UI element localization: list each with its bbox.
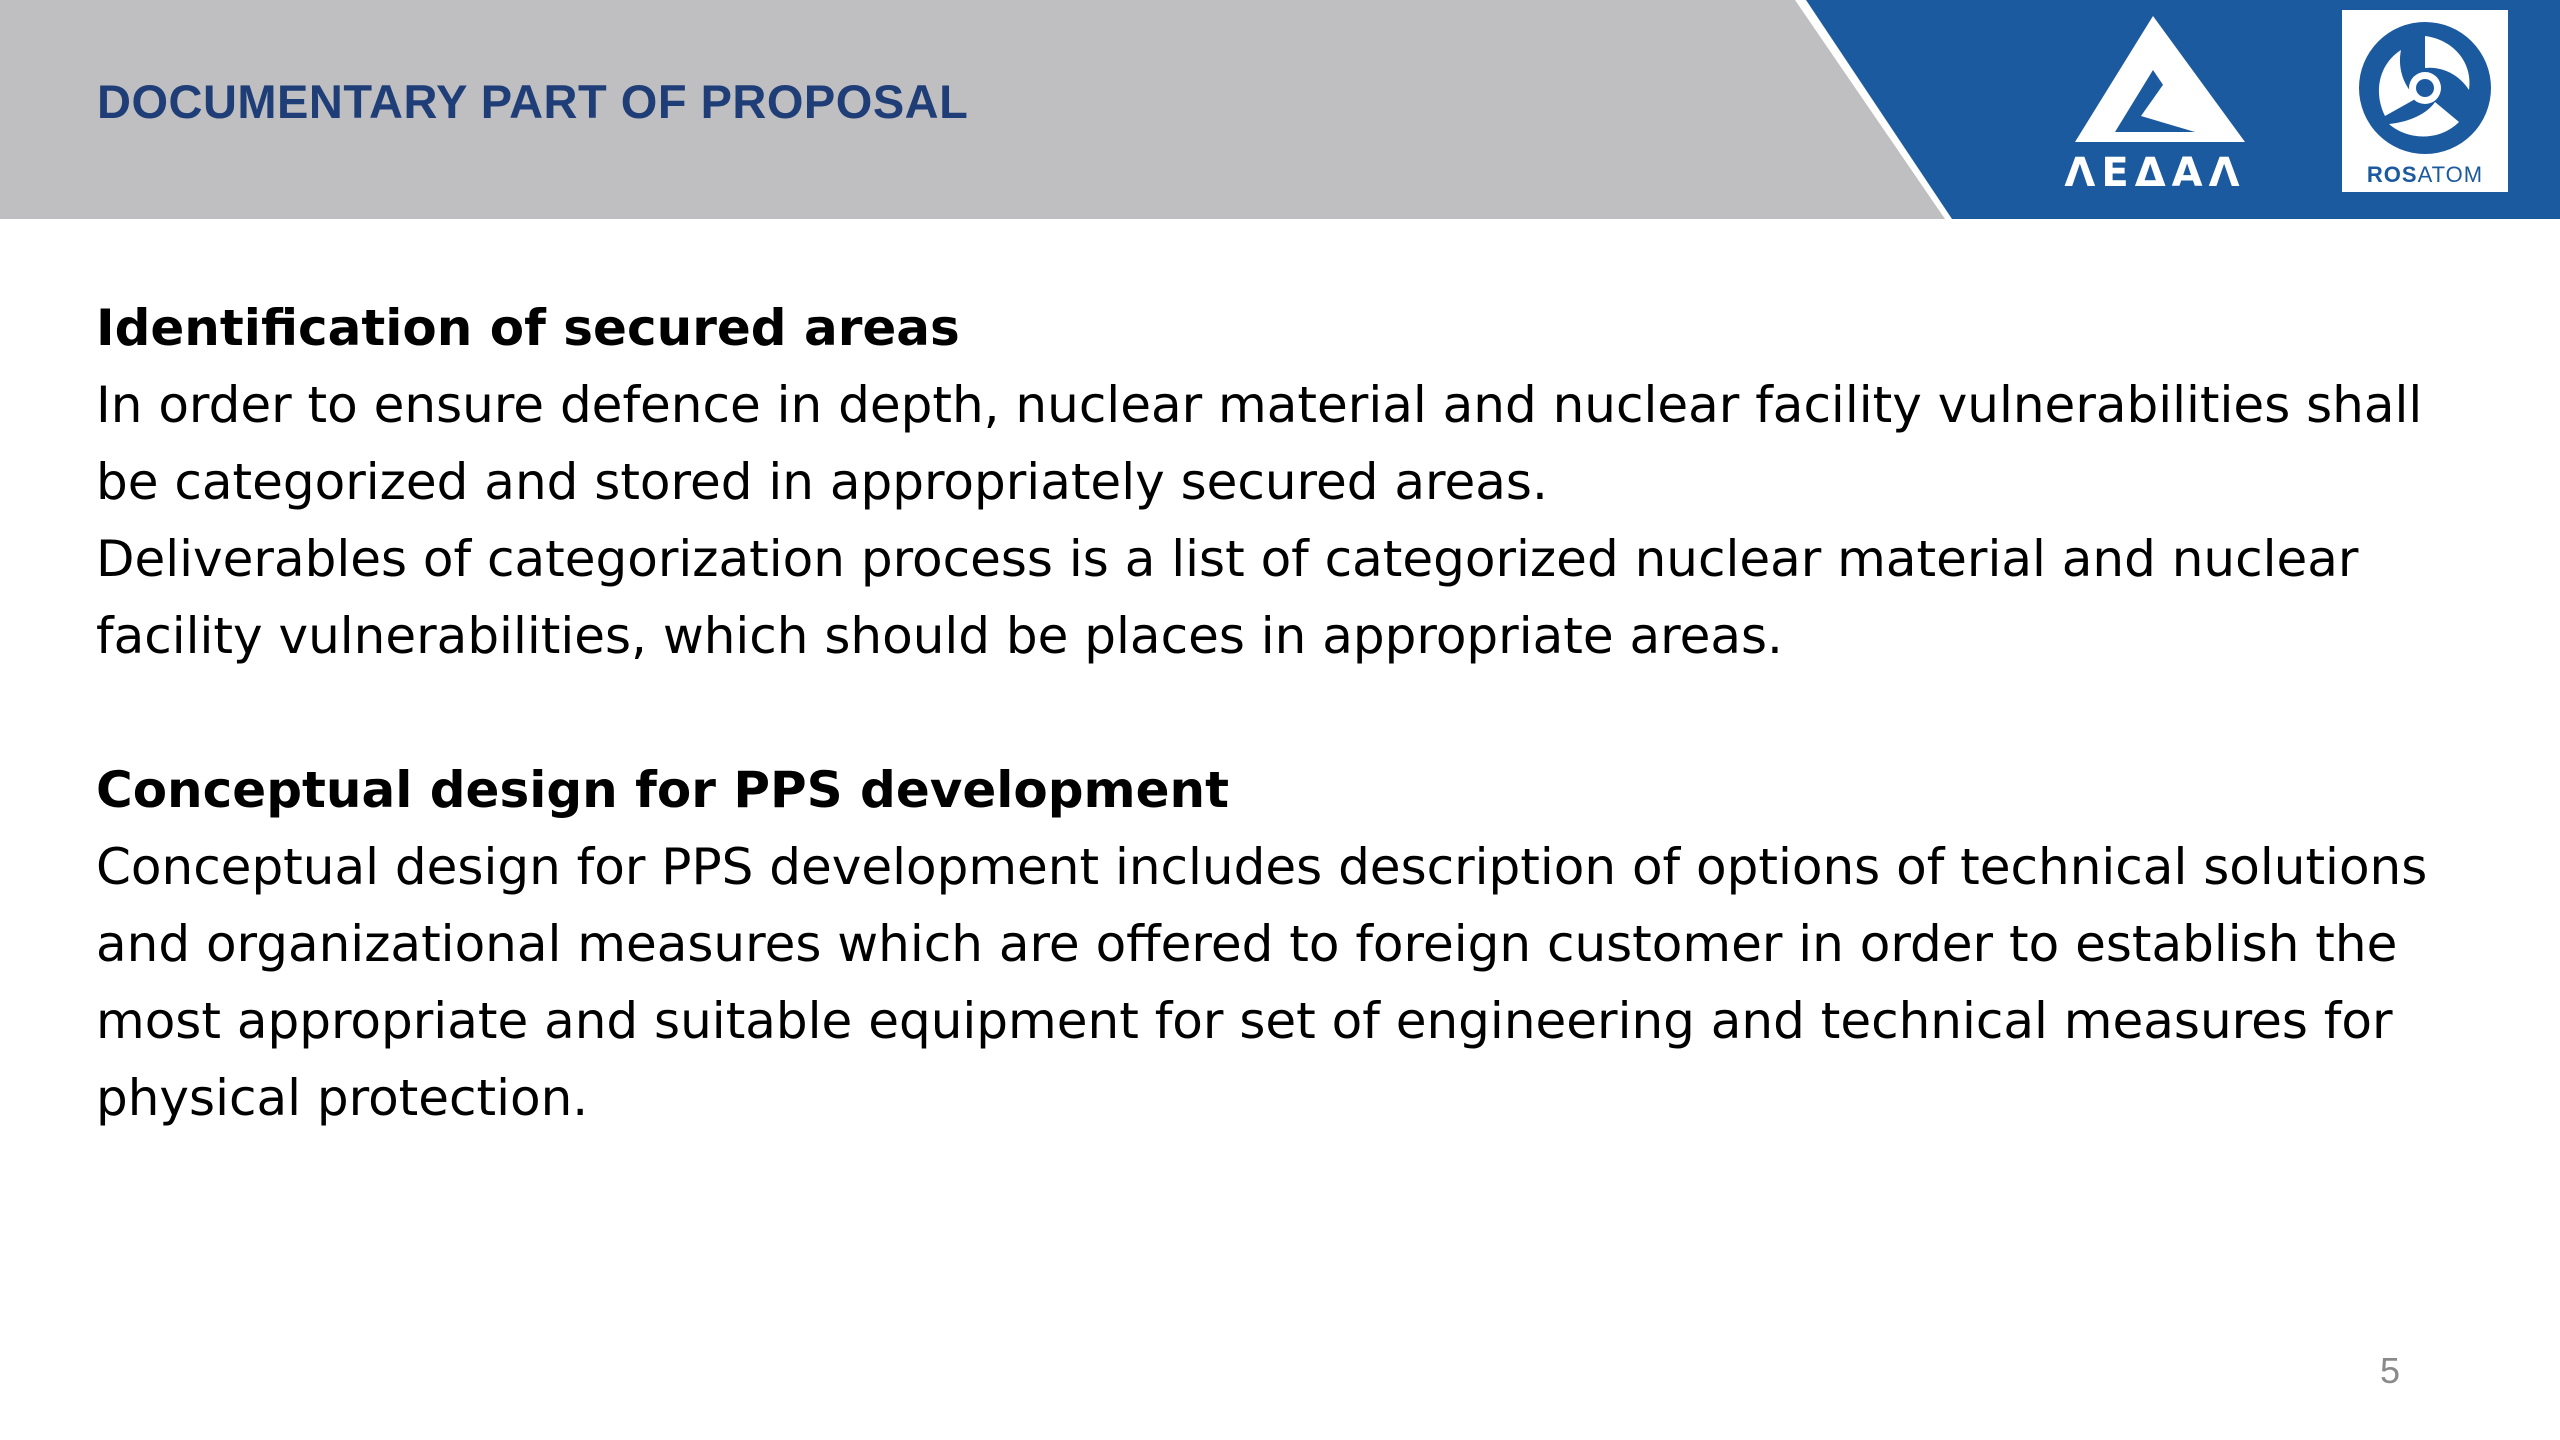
- page-number: 5: [2380, 1350, 2401, 1391]
- triangle-logo-icon: [2045, 10, 2265, 150]
- section-spacer: [96, 675, 2496, 752]
- section-heading: Conceptual design for PPS development: [96, 761, 1230, 819]
- slide-content: [96, 290, 2496, 1137]
- section-paragraph: Deliverables of categorization process is a list of categorized nuclear material and nuclear facility vulnerabilities, which should be places in appropriate areas.: [96, 530, 2359, 665]
- section-secured-areas: [96, 290, 2496, 675]
- header-band: [0, 0, 2560, 219]
- rosatom-atom-icon: [2355, 18, 2495, 158]
- page-title: DOCUMENTARY PART OF PROPOSAL: [97, 75, 969, 128]
- aeaa-logo: [2045, 10, 2265, 200]
- section-heading: Identification of secured areas: [96, 299, 960, 357]
- section-conceptual-design: [96, 752, 2496, 1137]
- rosatom-logo: [2342, 10, 2508, 192]
- rosatom-text-bold: ROS: [2366, 162, 2418, 187]
- rosatom-logo-text: [2342, 162, 2508, 188]
- aeaa-logo-text: ΛΕΔΑΛ: [2064, 150, 2246, 196]
- section-paragraph: In order to ensure defence in depth, nuclear material and nuclear facility vulnerabilities shall be categorized and stored in appropriately secured areas.: [96, 376, 2423, 511]
- rosatom-text-regular: ATOM: [2417, 162, 2484, 187]
- section-paragraph: Conceptual design for PPS development includes description of options of technical solutions and organizational measures which are offered to foreign customer in order to establish the most appropriate and suitable equipment for set of engineering and technical measures for physical protection.: [96, 838, 2428, 1127]
